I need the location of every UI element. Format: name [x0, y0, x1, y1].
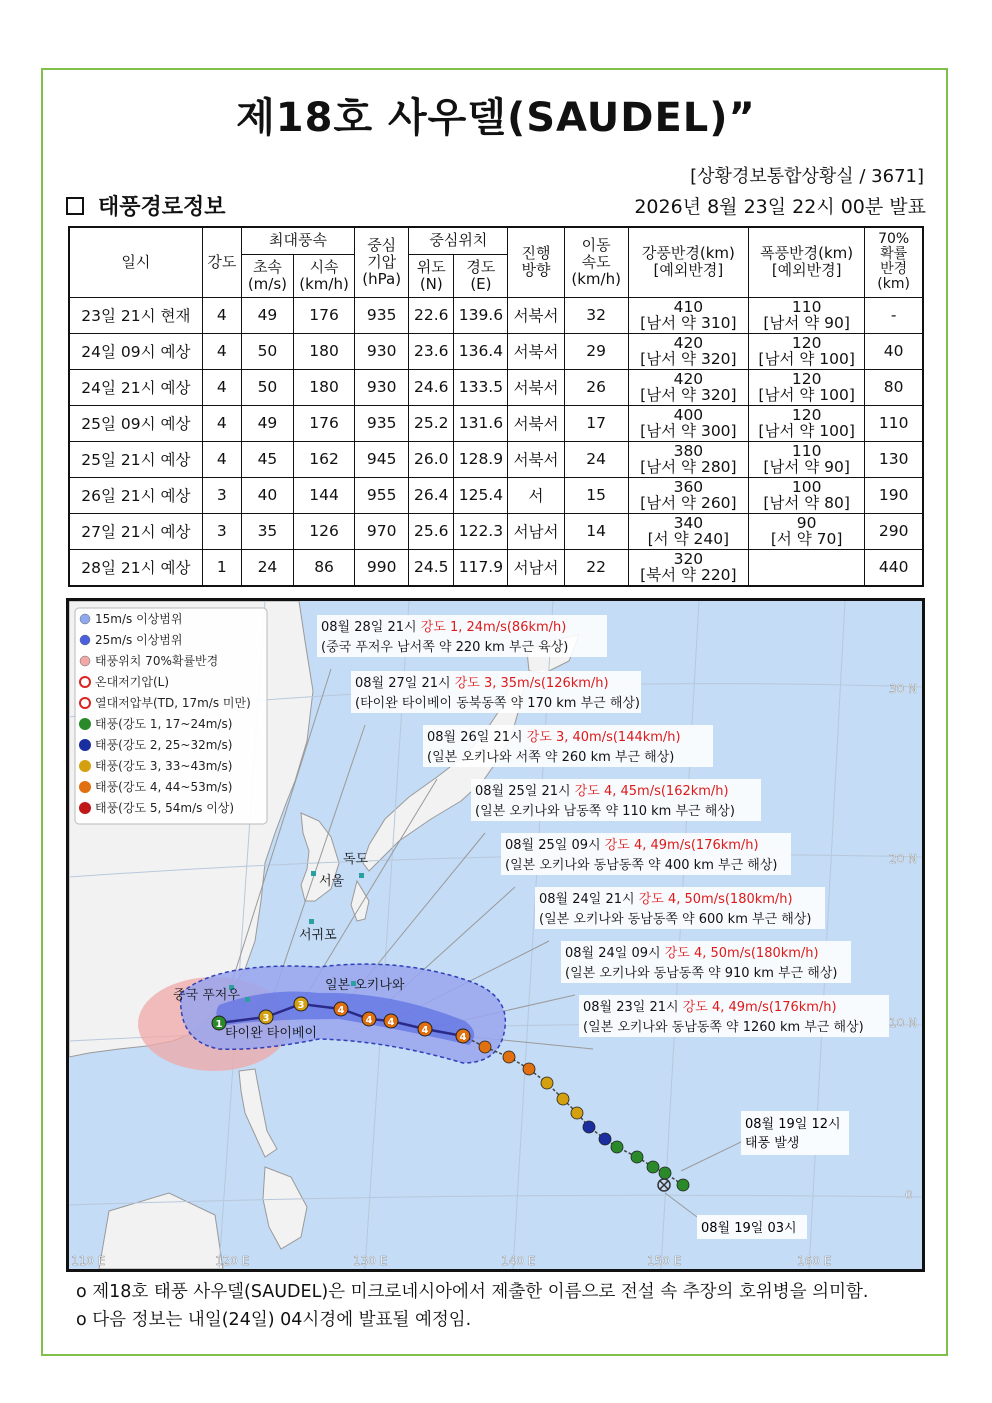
cell-storm-radius-exception: [남서 약 90]: [763, 314, 850, 332]
callout-datetime: 08월 27일 21시: [355, 676, 455, 691]
note-next-info: o 다음 정보는 내일(24일) 04시경에 발표될 예정임.: [76, 1310, 472, 1330]
typhoon-forecast-intensity: 1: [215, 1019, 223, 1030]
cell-wind-kmh: 180: [293, 369, 354, 405]
header-strong-radius: 강풍반경(km) [예외반경]: [628, 227, 748, 297]
cell-prob70: 290: [865, 513, 923, 549]
header-max-wind: 최대풍속: [241, 227, 354, 254]
cell-prob70: 40: [865, 333, 923, 369]
cell-lon: 136.4: [454, 333, 508, 369]
callout-location: (일본 오키나와 남동쪽 약 110 km 부근 해상): [475, 804, 735, 819]
lat-label-30: 30 N: [889, 682, 918, 696]
lat-label-20: 20 N: [889, 852, 918, 866]
cell-prob70: 110: [865, 405, 923, 441]
cell-prob70: 130: [865, 441, 923, 477]
legend-label: 태풍(강도 4, 44~53m/s): [95, 780, 233, 794]
place-seoul: 서울: [319, 874, 345, 889]
callout-intensity: 강도 1, 24m/s(86km/h): [420, 620, 567, 635]
header-center: 중심위치: [409, 227, 508, 254]
cell-speed: 14: [564, 513, 628, 549]
header-time: 일시: [69, 227, 202, 297]
legend-label: 태풍(강도 5, 54m/s 이상): [95, 801, 235, 815]
cell-time: 25일 09시 예상: [69, 405, 202, 441]
typhoon-past-icon: [571, 1107, 583, 1119]
cell-wind-ms: 50: [241, 369, 293, 405]
cell-strong-radius-value: 360: [673, 478, 704, 496]
legend-symbol-icon: [79, 718, 91, 730]
cell-prob70: 190: [865, 477, 923, 513]
cell-wind-ms: 45: [241, 441, 293, 477]
cell-direction: 서북서: [508, 333, 564, 369]
callout-intensity: 강도 4, 45m/s(162km/h): [574, 784, 729, 799]
typhoon-forecast-intensity: 4: [337, 1005, 345, 1016]
callout-datetime: 08월 23일 21시: [583, 1000, 683, 1015]
cell-wind-kmh: 162: [293, 441, 354, 477]
cell-strong-radius-exception: [서 약 240]: [647, 530, 730, 548]
table-row: [69, 477, 923, 513]
lat-label-0: 0: [905, 1188, 913, 1202]
cell-wind-kmh: 176: [293, 405, 354, 441]
header-lon: 경도 (E): [454, 254, 508, 297]
place-seogwipo: 서귀포: [299, 928, 337, 943]
cell-pressure: 935: [355, 297, 409, 333]
cell-intensity: 4: [202, 297, 241, 333]
cell-lon: 125.4: [454, 477, 508, 513]
cell-storm-radius-value: 120: [791, 370, 822, 388]
cell-strong-radius: [628, 441, 748, 477]
typhoon-forecast-intensity: 4: [459, 1032, 467, 1043]
callout-location: (일본 오키나와 서쪽 약 260 km 부근 해상): [427, 750, 675, 765]
legend-label: 25m/s 이상범위: [95, 633, 183, 647]
cell-wind-kmh: 176: [293, 297, 354, 333]
header-prob70: 70% 확률 반경 (km): [865, 227, 923, 297]
genesis-line2: 태풍 발생: [745, 1136, 800, 1151]
legend-label: 태풍(강도 3, 33~43m/s): [95, 759, 233, 773]
cell-speed: 24: [564, 441, 628, 477]
cell-storm-radius: [749, 333, 865, 369]
cell-speed: 17: [564, 405, 628, 441]
cell-wind-ms: 49: [241, 405, 293, 441]
cell-strong-radius: [628, 549, 748, 586]
office-label: [상황경보통합상황실 / 3671]: [690, 166, 924, 187]
cell-lat: 25.6: [409, 513, 454, 549]
header-pressure: 중심 기압 (hPa): [355, 227, 409, 297]
cell-intensity: 4: [202, 405, 241, 441]
legend-symbol-icon: [79, 739, 91, 751]
cell-strong-radius: [628, 297, 748, 333]
place-dokdo: 독도: [343, 852, 369, 867]
typhoon-forecast-intensity: 3: [262, 1013, 270, 1024]
table-row: [69, 441, 923, 477]
cell-intensity: 4: [202, 369, 241, 405]
section-heading: [66, 190, 226, 221]
cell-storm-radius-exception: [남서 약 100]: [758, 386, 855, 404]
legend-label: 온대저기압(L): [95, 675, 170, 689]
callout-date: [583, 999, 837, 1015]
cell-lon: 117.9: [454, 549, 508, 586]
lon-label-160: 160 E: [797, 1254, 832, 1268]
typhoon-past-icon: [677, 1179, 689, 1191]
cell-wind-ms: 50: [241, 333, 293, 369]
cell-strong-radius-value: 410: [673, 298, 704, 316]
cell-storm-radius-exception: [남서 약 100]: [758, 422, 855, 440]
cell-time: 24일 21시 예상: [69, 369, 202, 405]
cell-direction: 서북서: [508, 441, 564, 477]
cell-strong-radius: [628, 405, 748, 441]
cell-prob70: 80: [865, 369, 923, 405]
table-row: [69, 297, 923, 333]
cell-pressure: 930: [355, 369, 409, 405]
lon-label-130: 130 E: [353, 1254, 388, 1268]
seoul-marker: [311, 871, 316, 876]
cell-strong-radius-exception: [남서 약 310]: [640, 314, 737, 332]
place-taipei: 타이완 타이베이: [225, 1026, 318, 1041]
table-row: [69, 405, 923, 441]
lon-label-120: 120 E: [215, 1254, 250, 1268]
cell-lon: 133.5: [454, 369, 508, 405]
cell-strong-radius-value: 420: [673, 334, 704, 352]
callout-location: (일본 오키나와 동남동쪽 약 400 km 부근 해상): [505, 858, 778, 873]
cell-strong-radius-exception: [남서 약 280]: [640, 458, 737, 476]
map-legend: [75, 608, 267, 824]
cell-pressure: 970: [355, 513, 409, 549]
cell-strong-radius-exception: [북서 약 220]: [640, 566, 737, 584]
cell-direction: 서: [508, 477, 564, 513]
cell-strong-radius-exception: [남서 약 320]: [640, 350, 737, 368]
cell-time: 24일 09시 예상: [69, 333, 202, 369]
cell-lon: 122.3: [454, 513, 508, 549]
cell-storm-radius-value: 120: [791, 334, 822, 352]
typhoon-forecast-intensity: 4: [365, 1015, 373, 1026]
cell-strong-radius: [628, 477, 748, 513]
cell-strong-radius: [628, 513, 748, 549]
callout-intensity: 강도 4, 49m/s(176km/h): [682, 1000, 837, 1015]
cell-intensity: 4: [202, 333, 241, 369]
cell-lat: 25.2: [409, 405, 454, 441]
cell-strong-radius-value: 380: [673, 442, 704, 460]
header-intensity: 강도: [202, 227, 241, 297]
section-title: 태풍경로정보: [98, 195, 226, 220]
cell-prob70: -: [865, 297, 923, 333]
typhoon-past-icon: [599, 1133, 611, 1145]
cell-time: 27일 21시 예상: [69, 513, 202, 549]
typhoon-past-icon: [611, 1141, 623, 1153]
typhoon-past-icon: [659, 1167, 671, 1179]
legend-label: 태풍(강도 2, 25~32m/s): [95, 738, 233, 752]
cell-wind-kmh: 86: [293, 549, 354, 586]
cell-storm-radius-value: 120: [791, 406, 822, 424]
callout-location: (타이완 타이베이 동북동쪽 약 170 km 부근 해상): [355, 696, 641, 711]
cell-storm-radius-value: 110: [791, 442, 822, 460]
cell-storm-radius-value: 100: [791, 478, 822, 496]
cell-direction: 서남서: [508, 549, 564, 586]
lat-label-10: 10 N: [889, 1016, 918, 1030]
cell-storm-radius-exception: [남서 약 80]: [763, 494, 850, 512]
cell-lon: 128.9: [454, 441, 508, 477]
callout-date: [565, 945, 819, 961]
lon-label-110: 110 E: [71, 1254, 106, 1268]
typhoon-forecast-intensity: 3: [297, 1000, 305, 1011]
cell-strong-radius-exception: [남서 약 300]: [640, 422, 737, 440]
typhoon-forecast-intensity: 4: [387, 1017, 395, 1028]
cell-storm-radius-value: 110: [791, 298, 822, 316]
callout-datetime: 08월 25일 21시: [475, 784, 575, 799]
cell-storm-radius: [749, 513, 865, 549]
callout-location: (중국 푸저우 남서쪽 약 220 km 부근 육상): [321, 640, 569, 655]
dokdo-marker: [359, 873, 364, 878]
cell-speed: 29: [564, 333, 628, 369]
cell-time: 26일 21시 예상: [69, 477, 202, 513]
legend-label: 15m/s 이상범위: [95, 612, 183, 626]
page-title: 제18호 사우델(SAUDEL)”: [236, 95, 756, 141]
cell-storm-radius: [749, 297, 865, 333]
cell-strong-radius-exception: [남서 약 260]: [640, 494, 737, 512]
track-map-svg: [69, 601, 922, 1269]
legend-symbol-icon: [79, 781, 91, 793]
place-okinawa: 일본 오키나와: [325, 978, 405, 993]
cell-intensity: 1: [202, 549, 241, 586]
legend-symbol-icon: [80, 698, 90, 708]
track-map: [66, 598, 925, 1272]
cell-direction: 서북서: [508, 405, 564, 441]
typhoon-past-icon: [503, 1051, 515, 1063]
cell-speed: 32: [564, 297, 628, 333]
callout-date: [321, 619, 566, 635]
cell-pressure: 990: [355, 549, 409, 586]
callout-location: (일본 오키나와 동남동쪽 약 600 km 부근 해상): [539, 912, 812, 927]
legend-symbol-icon: [79, 802, 91, 814]
typhoon-past-icon: [583, 1121, 595, 1133]
table-row: [69, 513, 923, 549]
legend-symbol-icon: [80, 635, 90, 645]
cell-lat: 23.6: [409, 333, 454, 369]
cell-lat: 22.6: [409, 297, 454, 333]
cell-direction: 서남서: [508, 513, 564, 549]
cell-strong-radius-exception: [남서 약 320]: [640, 386, 737, 404]
callout-datetime: 08월 28일 21시: [321, 620, 421, 635]
seogwipo-marker: [309, 919, 314, 924]
cell-intensity: 4: [202, 441, 241, 477]
cell-intensity: 3: [202, 513, 241, 549]
cell-speed: 22: [564, 549, 628, 586]
cell-storm-radius: [749, 477, 865, 513]
lon-label-140: 140 E: [501, 1254, 536, 1268]
header-direction: 진행 방향: [508, 227, 564, 297]
genesis-line1: 08월 19일 12시: [745, 1117, 841, 1132]
cell-strong-radius-value: 420: [673, 370, 704, 388]
typhoon-forecast-intensity: 4: [421, 1025, 429, 1036]
cell-lat: 24.5: [409, 549, 454, 586]
header-lat: 위도 (N): [409, 254, 454, 297]
cell-speed: 26: [564, 369, 628, 405]
legend-symbol-icon: [80, 656, 90, 666]
cell-storm-radius-value: 90: [796, 514, 817, 532]
cell-time: 25일 21시 예상: [69, 441, 202, 477]
legend-symbol-icon: [80, 614, 90, 624]
cell-lon: 131.6: [454, 405, 508, 441]
cell-storm-radius-exception: [서 약 70]: [770, 530, 843, 548]
callout-datetime: 08월 24일 09시: [565, 946, 665, 961]
table-row: [69, 369, 923, 405]
cell-prob70: 440: [865, 549, 923, 586]
cell-speed: 15: [564, 477, 628, 513]
taipei-marker: [245, 997, 250, 1002]
callout-datetime: 08월 25일 09시: [505, 838, 605, 853]
callout-intensity: 강도 3, 35m/s(126km/h): [454, 676, 609, 691]
header-wind-kmh: 시속 (km/h): [293, 254, 354, 297]
header-storm-radius: 폭풍반경(km) [예외반경]: [749, 227, 865, 297]
lon-label-150: 150 E: [647, 1254, 682, 1268]
note-name-meaning: o 제18호 태풍 사우델(SAUDEL)은 미크로네시아에서 제출한 이름으로 전설 속 추장의 호위병을 의미함.: [76, 1282, 869, 1302]
cell-pressure: 930: [355, 333, 409, 369]
cell-strong-radius: [628, 333, 748, 369]
callout-date: [427, 729, 681, 745]
legend-symbol-icon: [80, 677, 90, 687]
cell-wind-kmh: 180: [293, 333, 354, 369]
typhoon-past-icon: [647, 1161, 659, 1173]
origin-label: 08월 19일 03시: [701, 1221, 797, 1236]
typhoon-past-icon: [631, 1151, 643, 1163]
typhoon-past-icon: [479, 1041, 491, 1053]
cell-pressure: 935: [355, 405, 409, 441]
typhoon-track-table: [68, 226, 924, 587]
cell-lat: 26.0: [409, 441, 454, 477]
callout-date: [505, 837, 759, 853]
cell-wind-ms: 40: [241, 477, 293, 513]
cell-storm-radius-exception: [남서 약 100]: [758, 350, 855, 368]
cell-strong-radius-value: 320: [673, 550, 704, 568]
checkbox-icon: [66, 197, 84, 215]
cell-strong-radius-value: 400: [673, 406, 704, 424]
header-speed: 이동 속도 (km/h): [564, 227, 628, 297]
legend-label: 열대저압부(TD, 17m/s 미만): [95, 696, 251, 710]
cell-direction: 서북서: [508, 369, 564, 405]
cell-lat: 26.4: [409, 477, 454, 513]
cell-wind-ms: 35: [241, 513, 293, 549]
cell-direction: 서북서: [508, 297, 564, 333]
typhoon-past-icon: [523, 1063, 535, 1075]
cell-storm-radius: [749, 369, 865, 405]
typhoon-past-icon: [557, 1093, 569, 1105]
cell-storm-radius: [749, 405, 865, 441]
cell-storm-radius: [749, 441, 865, 477]
legend-symbol-icon: [79, 760, 91, 772]
callout-location: (일본 오키나와 동남동쪽 약 910 km 부근 해상): [565, 966, 838, 981]
cell-intensity: 3: [202, 477, 241, 513]
cell-time: 28일 21시 예상: [69, 549, 202, 586]
legend-label: 태풍(강도 1, 17~24m/s): [95, 717, 233, 731]
published-date: 2026년 8월 23일 22시 00분 발표: [634, 196, 926, 218]
notes: [76, 1278, 868, 1334]
cell-lon: 139.6: [454, 297, 508, 333]
cell-pressure: 945: [355, 441, 409, 477]
place-fuzhou: 중국 푸저우: [173, 988, 240, 1003]
cell-storm-radius-exception: [남서 약 90]: [763, 458, 850, 476]
callout-datetime: 08월 24일 21시: [539, 892, 639, 907]
cell-wind-kmh: 144: [293, 477, 354, 513]
cell-wind-ms: 24: [241, 549, 293, 586]
table-row: [69, 549, 923, 586]
legend-label: 태풍위치 70%확률반경: [95, 654, 219, 668]
cell-pressure: 955: [355, 477, 409, 513]
cell-strong-radius-value: 340: [673, 514, 704, 532]
callout-intensity: 강도 4, 50m/s(180km/h): [638, 892, 793, 907]
table-row: [69, 333, 923, 369]
cell-strong-radius: [628, 369, 748, 405]
callout-date: [475, 783, 729, 799]
cell-wind-ms: 49: [241, 297, 293, 333]
header-wind-ms: 초속 (m/s): [241, 254, 293, 297]
cell-storm-radius: [749, 549, 865, 586]
typhoon-past-icon: [541, 1077, 553, 1089]
callout-intensity: 강도 4, 50m/s(180km/h): [664, 946, 819, 961]
callout-date: [539, 891, 793, 907]
callout-date: [355, 675, 609, 691]
cell-wind-kmh: 126: [293, 513, 354, 549]
callout-location: (일본 오키나와 동남동쪽 약 1260 km 부근 해상): [583, 1020, 864, 1035]
callout-intensity: 강도 3, 40m/s(144km/h): [526, 730, 681, 745]
callout-intensity: 강도 4, 49m/s(176km/h): [604, 838, 759, 853]
cell-time: 23일 21시 현재: [69, 297, 202, 333]
callout-datetime: 08월 26일 21시: [427, 730, 527, 745]
cell-lat: 24.6: [409, 369, 454, 405]
